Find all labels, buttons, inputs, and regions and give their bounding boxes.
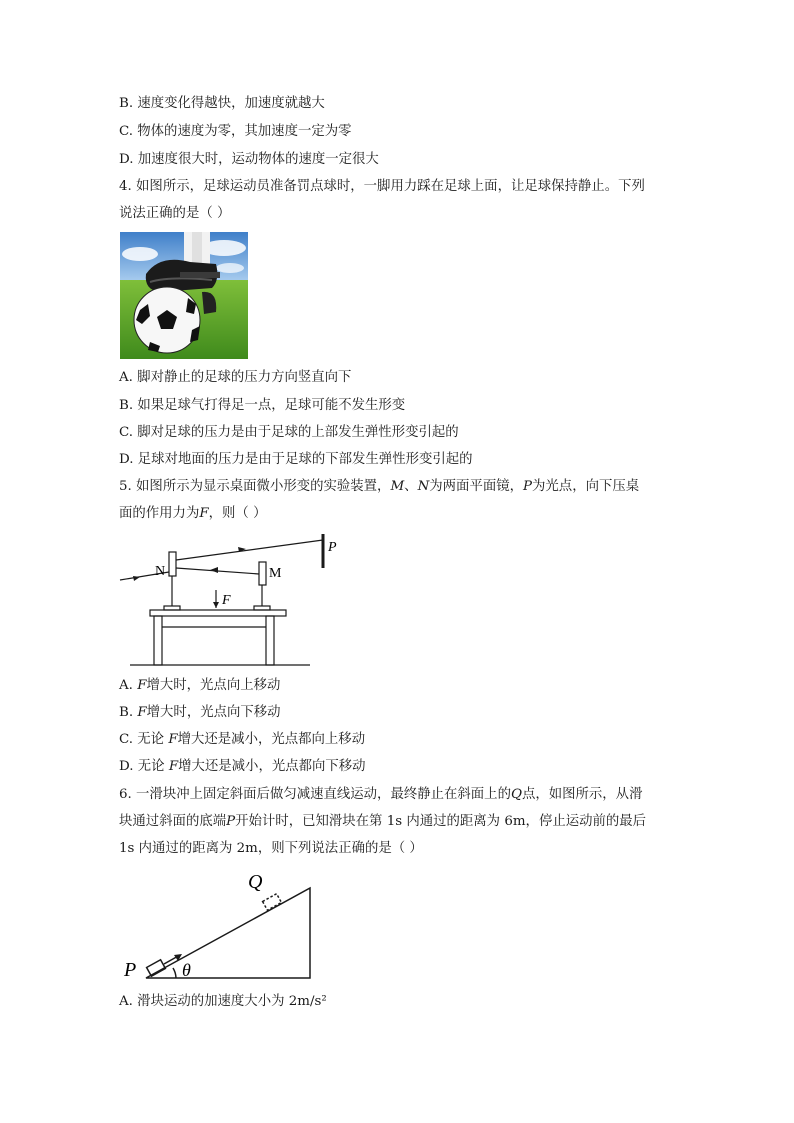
block-at-q (263, 894, 282, 911)
q6-option-a: A. 滑块运动的加速度大小为 2m/s² (119, 994, 327, 1009)
q5-option-a: A. F增大时，光点向上移动 (119, 678, 281, 693)
q4-stem-line1: 4. 如图所示，足球运动员准备罚点球时，一脚用力踩在足球上面，让足球保持静止。下列 (119, 179, 645, 194)
q5-option-b: B. F增大时，光点向下移动 (119, 705, 281, 720)
label-n: N (155, 564, 166, 579)
label-q: Q (248, 871, 263, 893)
incline-triangle (146, 888, 310, 978)
q3-option-c: C. 物体的速度为零，其加速度一定为零 (119, 124, 352, 139)
q5-option-d: D. 无论 F增大还是减小，光点都向下移动 (119, 759, 366, 774)
q3-option-d: D. 加速度很大时，运动物体的速度一定很大 (119, 152, 379, 167)
q4-option-d: D. 足球对地面的压力是由于足球的下部发生弹性形变引起的 (119, 452, 473, 467)
q3-option-b: B. 速度变化得越快，加速度就越大 (119, 96, 325, 111)
mirror-m-base (254, 606, 270, 610)
table-top (150, 610, 286, 616)
label-m: M (269, 566, 282, 581)
mirror-m (259, 562, 266, 585)
q4-option-c: C. 脚对足球的压力是由于足球的上部发生弹性形变引起的 (119, 425, 459, 440)
label-f: F (222, 593, 231, 608)
arrowhead-f (213, 602, 219, 608)
ray-to-p (176, 540, 323, 560)
block-at-p (147, 960, 166, 977)
q6-stem-line1: 6. 一滑块冲上固定斜面后做匀减速直线运动，最终静止在斜面上的Q点，如图所示，从滑 (119, 787, 643, 802)
mirror-n (169, 552, 176, 576)
q4-option-a: A. 脚对静止的足球的压力方向竖直向下 (119, 370, 352, 385)
label-theta: θ (182, 960, 191, 980)
q4-option-b: B. 如果足球气打得足一点，足球可能不发生形变 (119, 398, 406, 413)
label-p: P (328, 540, 337, 555)
q6-stem-line2: 块通过斜面的底端P开始计时，已知滑块在第 1s 内通过的距离为 6m，停止运动前的最后 (119, 814, 647, 829)
angle-arc (173, 968, 176, 978)
label-p: P (124, 959, 137, 981)
q6-stem-line3: 1s 内通过的距离为 2m，则下列说法正确的是（ ） (119, 841, 423, 856)
incline-diagram (118, 864, 318, 982)
q5-stem-line1: 5. 如图所示为显示桌面微小形变的实验装置，M、N为两面平面镜，P为光点，向下压桌 (119, 479, 640, 494)
q4-stem-line2: 说法正确的是（ ） (119, 206, 231, 221)
mirror-n-base (164, 606, 180, 610)
mirror-apparatus-diagram (118, 530, 348, 670)
arrowhead-mn (210, 567, 218, 573)
table-leg-left (154, 616, 162, 665)
q5-stem-line2: 面的作用力为F，则（ ） (119, 506, 267, 521)
q5-option-c: C. 无论 F增大还是减小，光点都向上移动 (119, 732, 366, 747)
soccer-photo (120, 232, 248, 359)
table-leg-right (266, 616, 274, 665)
